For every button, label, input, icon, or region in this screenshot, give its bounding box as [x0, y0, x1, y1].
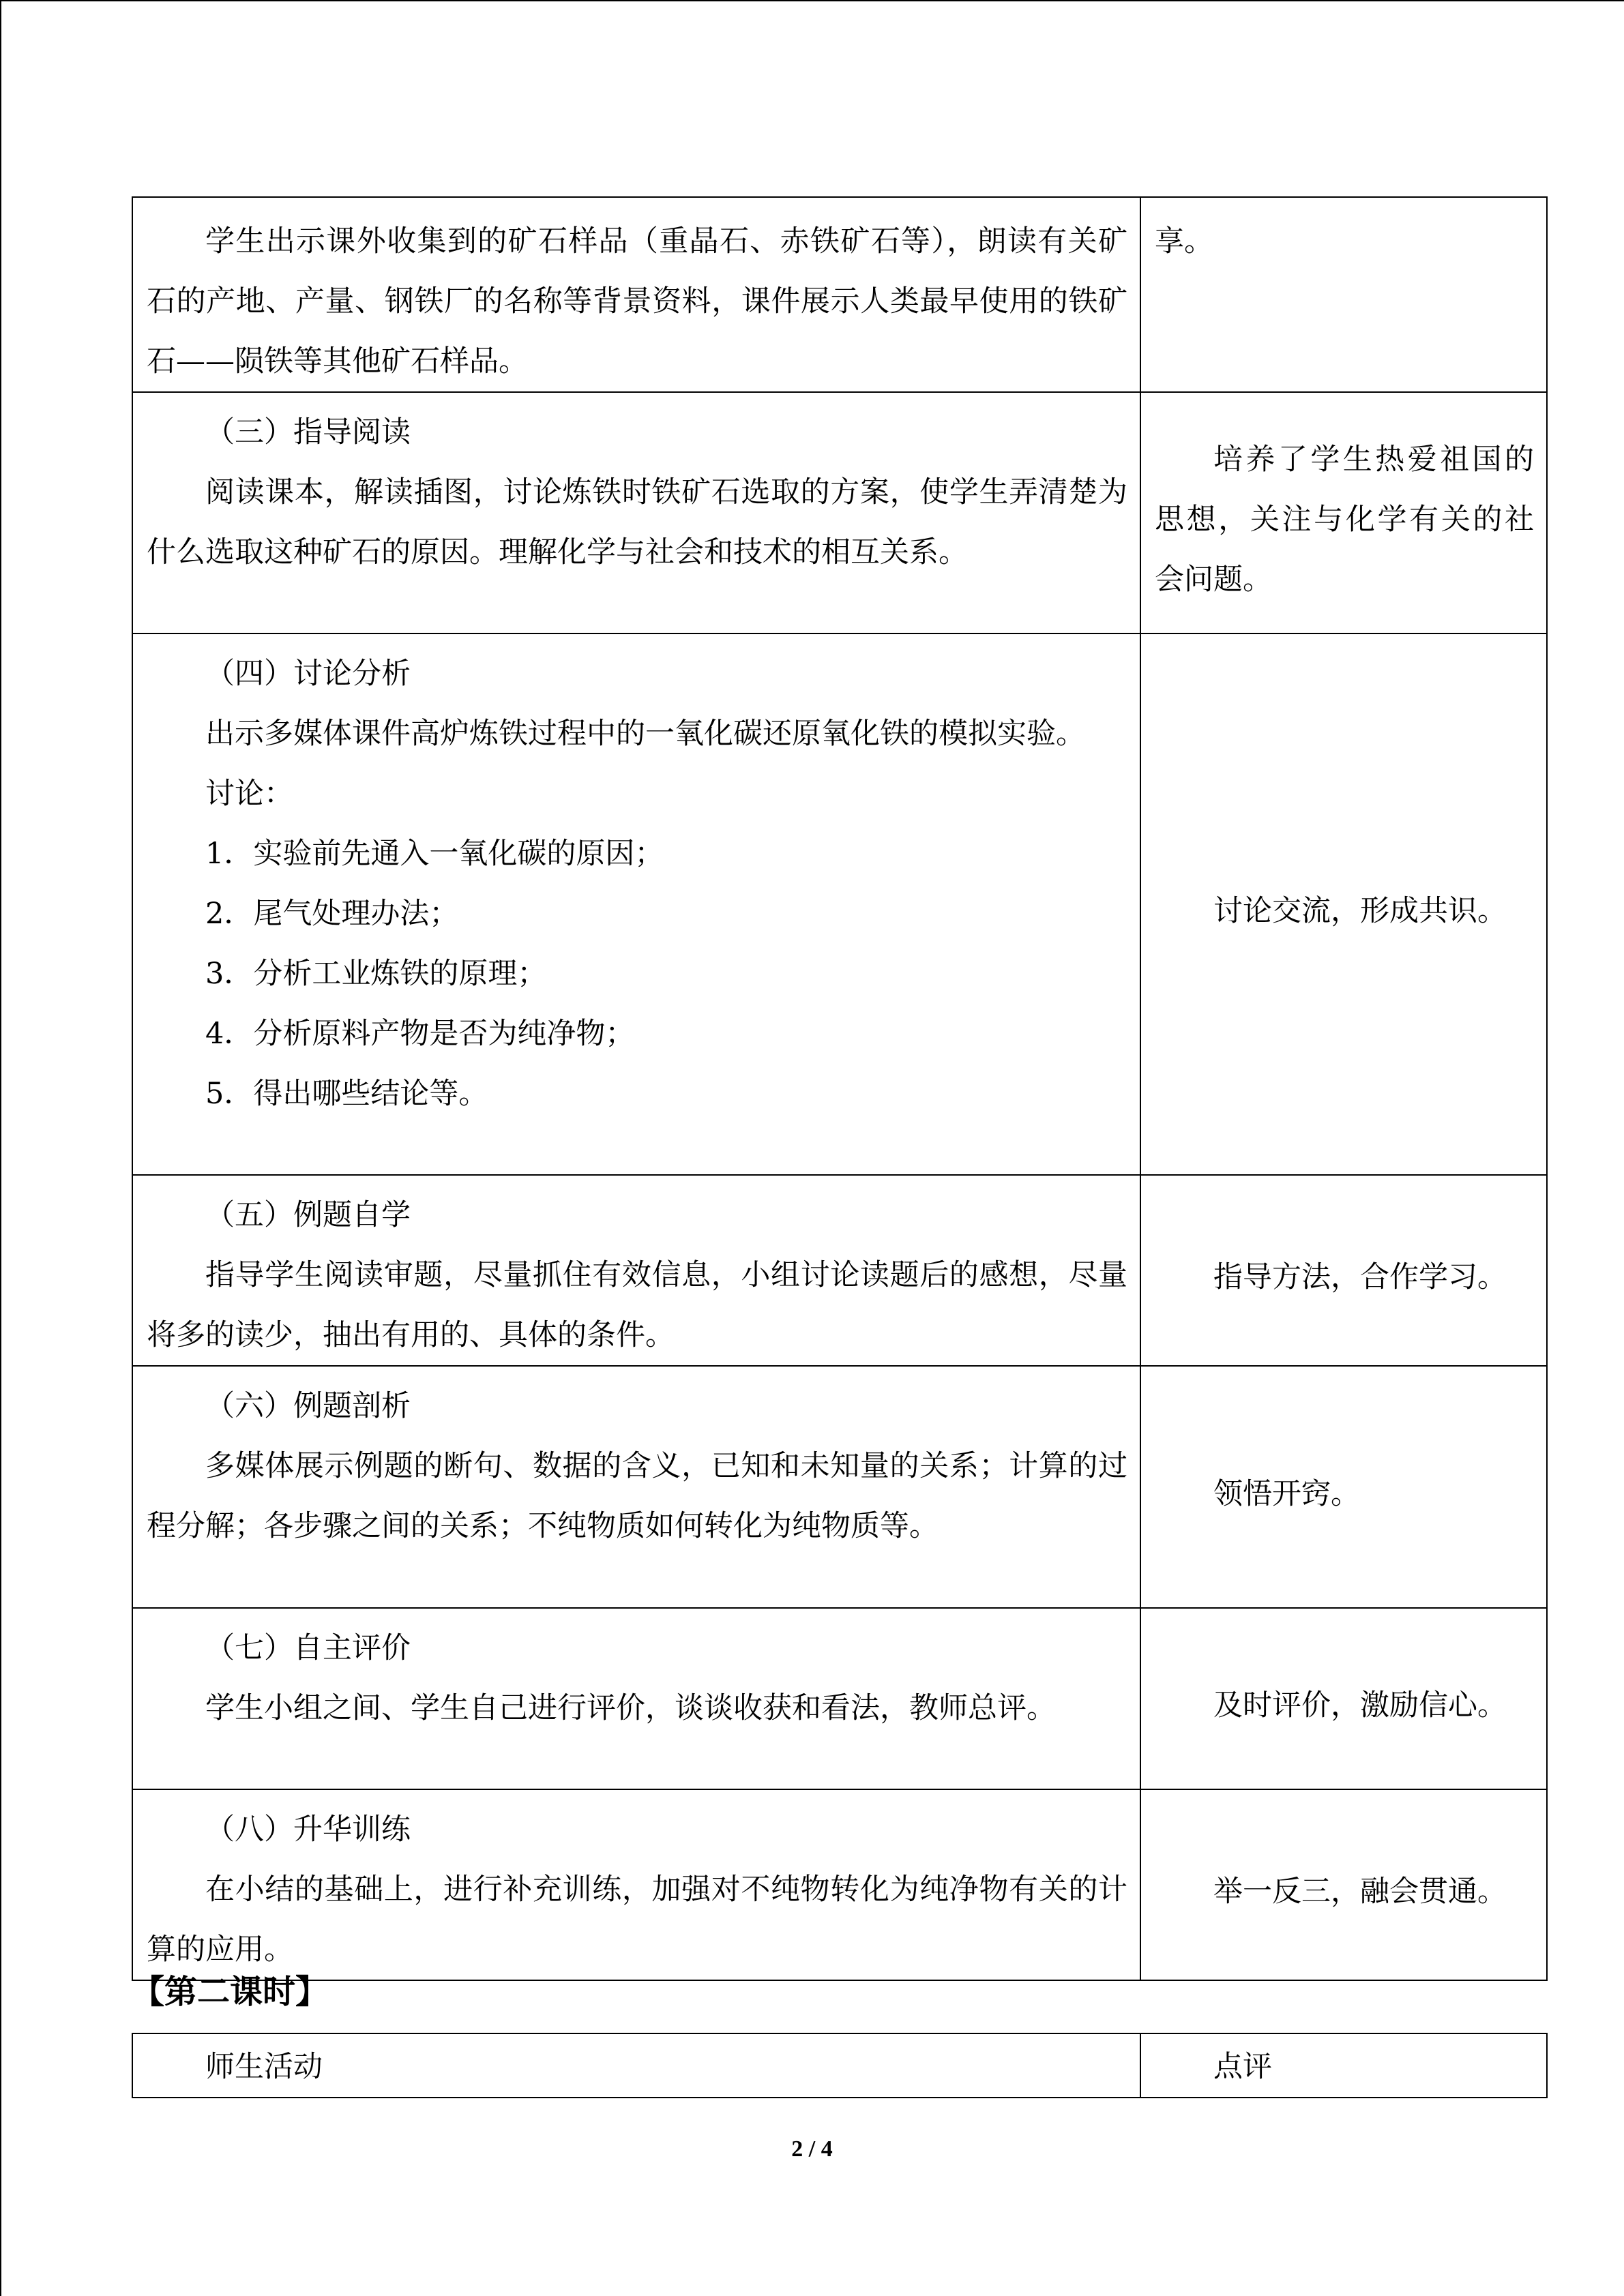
comment-text: 及时评价，激励信心。: [1213, 1688, 1507, 1723]
comment-cell: [1140, 1175, 1547, 1366]
section-heading: （三）指导阅读: [205, 415, 411, 449]
comment-text: 享。: [1155, 224, 1213, 258]
comment-cell: [1140, 1366, 1547, 1608]
comment-cell: [1140, 1608, 1547, 1789]
comment-text: 指导方法，合作学习。: [1213, 1260, 1507, 1294]
table-row: [132, 392, 1547, 633]
table-row: [132, 633, 1547, 1175]
list-item: 5．得出哪些结论等。: [205, 1077, 488, 1111]
section-heading: （六）例题剖析: [205, 1389, 411, 1423]
activity-cell: [132, 1175, 1140, 1366]
activity-text: 学生小组之间、学生自己进行评价，谈谈收获和看法，教师总评。: [205, 1691, 1056, 1725]
table-row: [132, 1175, 1547, 1366]
section-heading: （四）讨论分析: [205, 657, 411, 691]
comment-text: 领悟开窍。: [1213, 1476, 1360, 1511]
table-row: [132, 1366, 1547, 1608]
comment-text: 培养了学生热爱祖国的思想，关注与化学有关的社会问题。: [1155, 443, 1534, 597]
activity-cell: [132, 1608, 1140, 1789]
table-row: [132, 1608, 1547, 1789]
header-label: 点评: [1213, 2050, 1272, 2084]
activity-text: 学生出示课外收集到的矿石样品（重晶石、赤铁矿石等），朗读有关矿石的产地、产量、钢铁厂的名称等背景资料，课件展示人类最早使用的铁矿石——陨铁等其他矿石样品。: [147, 224, 1127, 378]
activity-text: 在小结的基础上，进行补充训练，加强对不纯物转化为纯净物有关的计算的应用。: [147, 1873, 1127, 1967]
list-item: 4．分析原料产物是否为纯净物；: [205, 1017, 635, 1051]
comment-text: 讨论交流，形成共识。: [1213, 894, 1507, 928]
section-heading: （五）例题自学: [205, 1198, 411, 1232]
table-row: [132, 1789, 1547, 1980]
activity-text: 出示多媒体课件高炉炼铁过程中的一氧化碳还原氧化铁的模拟实验。: [205, 717, 1085, 751]
activity-cell: [132, 1789, 1140, 1980]
activity-cell: [132, 392, 1140, 633]
list-item: 3．分析工业炼铁的原理；: [205, 957, 547, 991]
list-item: 1．实验前先通入一氧化碳的原因；: [205, 837, 664, 871]
header-cell-comment: [1140, 2033, 1547, 2098]
activity-cell: [132, 633, 1140, 1175]
comment-text: 举一反三，融会贯通。: [1213, 1875, 1507, 1909]
header-cell-activity: [132, 2033, 1140, 2098]
header-label: 师生活动: [205, 2050, 323, 2084]
lesson-table: [132, 196, 1548, 1981]
section-heading: （八）升华训练: [205, 1813, 411, 1847]
activity-cell: [132, 197, 1140, 392]
section-heading: （七）自主评价: [205, 1631, 411, 1665]
activity-text: 阅读课本，解读插图，讨论炼铁时铁矿石选取的方案，使学生弄清楚为什么选取这种矿石的原因。理解化学与社会和技术的相互关系。: [147, 475, 1127, 569]
list-item: 2．尾气处理办法；: [205, 897, 459, 931]
table-row: [132, 197, 1547, 392]
comment-cell: [1140, 197, 1547, 392]
section-title: 【第二课时】: [132, 1973, 329, 2011]
activity-text: 指导学生阅读审题，尽量抓住有效信息，小组讨论读题后的感想，尽量将多的读少，抽出有用的、具体的条件。: [147, 1258, 1127, 1352]
activity-header-table: [132, 2033, 1548, 2098]
activity-cell: [132, 1366, 1140, 1608]
comment-cell: [1140, 1789, 1547, 1980]
table-row: [132, 2033, 1547, 2098]
comment-cell: [1140, 392, 1547, 633]
page-number: 2 / 4: [791, 2136, 833, 2162]
comment-cell: [1140, 633, 1547, 1175]
activity-text: 多媒体展示例题的断句、数据的含义，已知和未知量的关系；计算的过程分解；各步骤之间的关系；不纯物质如何转化为纯物质等。: [147, 1449, 1127, 1543]
activity-text: 讨论：: [205, 777, 293, 811]
